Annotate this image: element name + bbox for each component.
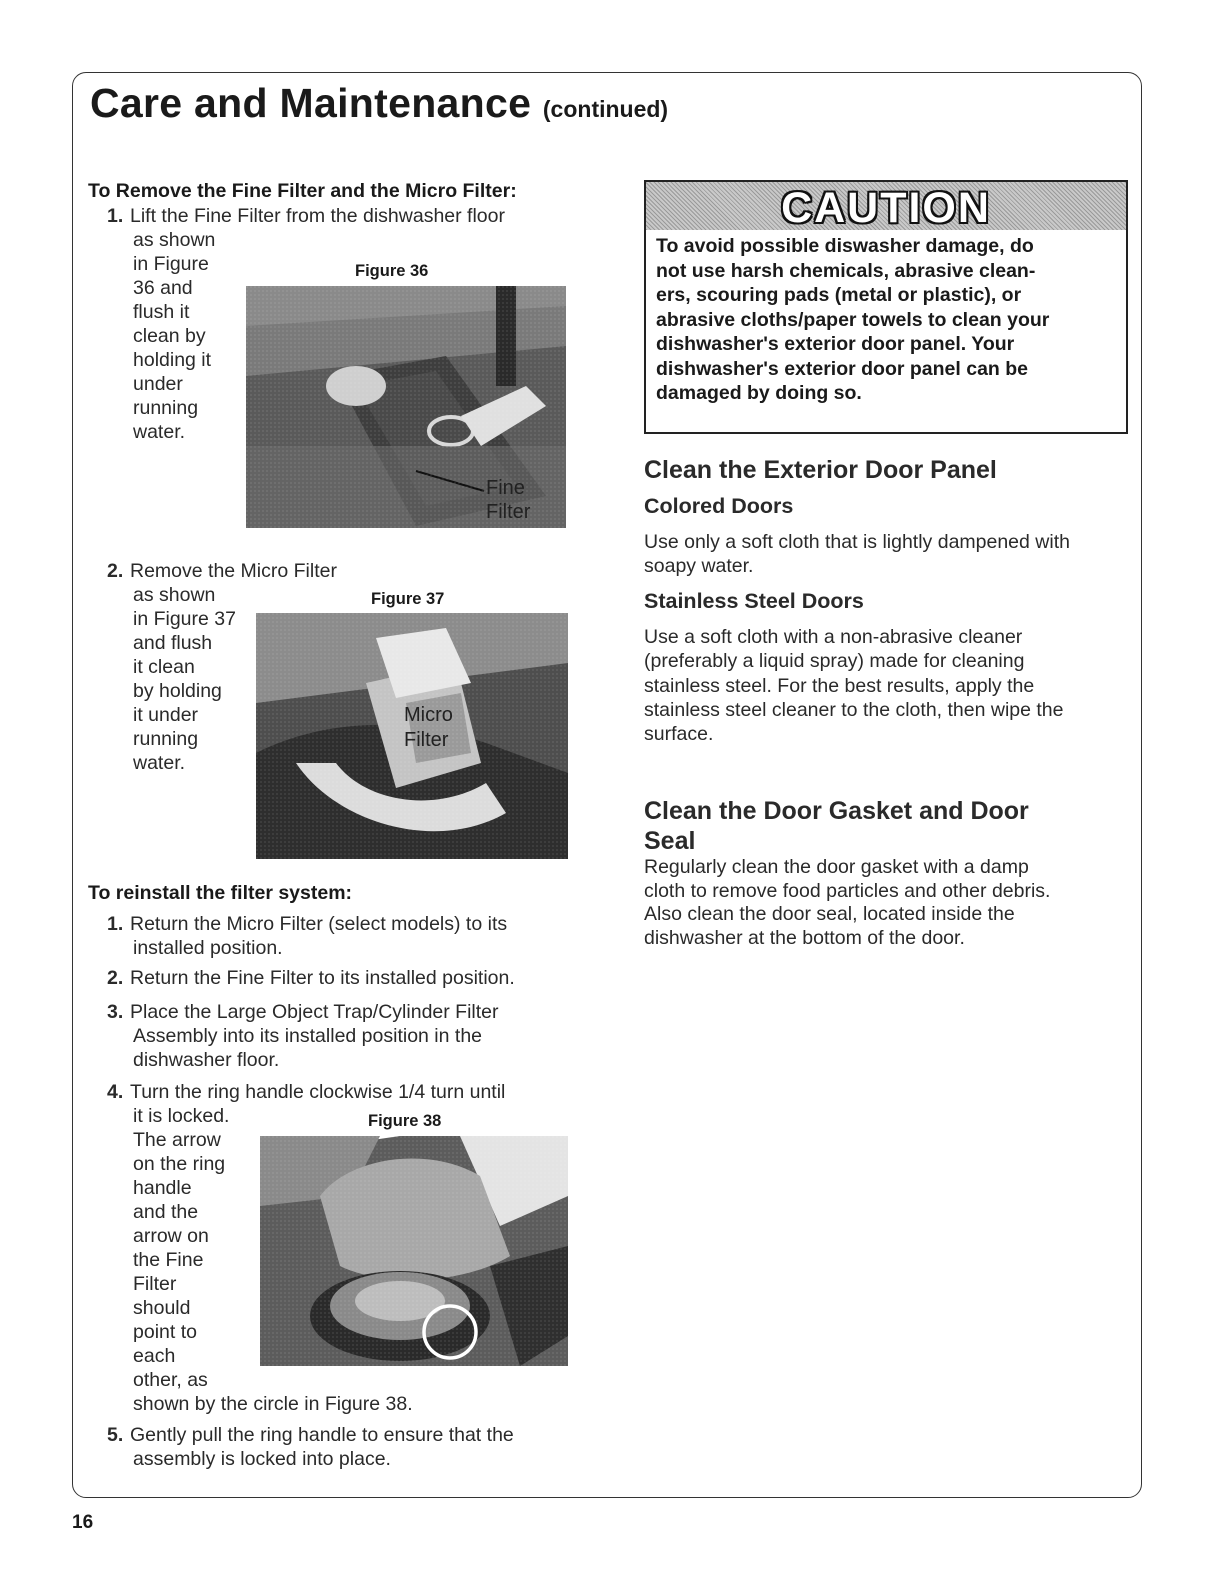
page-title-suffix: (continued) bbox=[542, 96, 669, 122]
text-line: Regularly clean the door gasket with a damp bbox=[644, 856, 1029, 878]
text-line: dishwasher's exterior door panel can be bbox=[656, 357, 1029, 380]
door-gasket-text bbox=[644, 856, 1050, 950]
step-number: 2. bbox=[107, 560, 124, 582]
text-line: it is locked. bbox=[133, 1105, 230, 1127]
text-line: 36 and bbox=[133, 277, 193, 299]
door-gasket-heading bbox=[644, 796, 1029, 856]
step-text: Assembly into its installed position in the bbox=[133, 1025, 483, 1047]
reinstall-heading: To reinstall the filter system: bbox=[88, 882, 353, 904]
reinstall-step-5 bbox=[107, 1423, 514, 1471]
text-line: Use only a soft cloth that is lightly dampened with bbox=[644, 531, 1070, 553]
text-line: water. bbox=[133, 752, 186, 774]
fine-filter-callout-2: Filter bbox=[486, 501, 531, 523]
text-line: Use a soft cloth with a non-abrasive cleaner bbox=[644, 626, 1023, 648]
text-line: on the ring bbox=[133, 1153, 226, 1175]
micro-filter-callout-1: Micro bbox=[404, 704, 453, 726]
text-line: The arrow bbox=[133, 1129, 221, 1151]
text-line: soapy water. bbox=[644, 555, 754, 578]
text-line: in Figure bbox=[133, 253, 209, 275]
figure-36-photo bbox=[246, 286, 566, 528]
step-text: Turn the ring handle clockwise 1/4 turn until bbox=[130, 1081, 506, 1103]
micro-filter-callout-2: Filter bbox=[404, 729, 449, 751]
remove-step-1-text bbox=[133, 228, 215, 444]
text-line: as shown bbox=[133, 229, 216, 251]
text-line: point to bbox=[133, 1321, 197, 1343]
text-line: abrasive cloths/paper towels to clean your bbox=[656, 308, 1050, 331]
text-line: as shown bbox=[133, 584, 216, 606]
text-line: under bbox=[133, 373, 183, 395]
text-line: shown by the circle in Figure 38. bbox=[133, 1393, 413, 1415]
page-number: 16 bbox=[72, 1512, 94, 1533]
figure-36-label: Figure 36 bbox=[355, 262, 429, 280]
figure-37-photo bbox=[256, 613, 568, 859]
figure-38-label: Figure 38 bbox=[368, 1112, 442, 1130]
reinstall-step-3 bbox=[107, 1000, 499, 1072]
remove-step-2-text bbox=[133, 583, 236, 775]
text-line: it clean bbox=[133, 656, 195, 678]
reinstall-step-2 bbox=[107, 966, 515, 990]
text-line: damaged by doing so. bbox=[656, 382, 862, 404]
page-title bbox=[90, 80, 668, 127]
fine-filter-callout-1: Fine bbox=[486, 477, 525, 499]
text-line: it under bbox=[133, 704, 199, 726]
text-line: running bbox=[133, 397, 199, 419]
step-text: Return the Fine Filter to its installed position. bbox=[130, 967, 515, 989]
step-number: 1. bbox=[107, 913, 124, 935]
text-line: dishwasher at the bottom of the door. bbox=[644, 926, 965, 949]
reinstall-step-4-line1 bbox=[107, 1080, 505, 1104]
text-line: cloth to remove food particles and other debris. bbox=[644, 879, 1051, 902]
text-line: and flush bbox=[133, 632, 213, 654]
step-text: Lift the Fine Filter from the dishwasher floor bbox=[130, 205, 505, 227]
exterior-door-heading: Clean the Exterior Door Panel bbox=[644, 456, 997, 484]
step-number: 5. bbox=[107, 1424, 124, 1446]
text-line: in Figure 37 bbox=[133, 608, 236, 630]
caution-box bbox=[644, 180, 1128, 434]
step-text: assembly is locked into place. bbox=[133, 1448, 391, 1470]
text-line: stainless steel cleaner to the cloth, then wipe the bbox=[644, 698, 1064, 721]
step-number: 3. bbox=[107, 1001, 124, 1023]
step-text: Remove the Micro Filter bbox=[130, 560, 337, 582]
page-title-main: Care and Maintenance bbox=[90, 80, 532, 126]
step-text: Return the Micro Filter (select models) to its bbox=[130, 913, 508, 935]
remove-filters-heading: To Remove the Fine Filter and the Micro Filter: bbox=[88, 180, 517, 202]
text-line: surface. bbox=[644, 723, 714, 746]
text-line: running bbox=[133, 728, 199, 750]
text-line: Filter bbox=[133, 1273, 177, 1295]
text-line: dishwasher's exterior door panel. Your bbox=[656, 333, 1015, 355]
text-line: water. bbox=[133, 421, 186, 443]
heading-line: Clean the Door Gasket and Door bbox=[644, 797, 1029, 825]
text-line: holding it bbox=[133, 349, 212, 371]
text-line: arrow on bbox=[133, 1225, 209, 1247]
step-number: 4. bbox=[107, 1081, 124, 1103]
colored-doors-text bbox=[644, 530, 1070, 579]
colored-doors-heading: Colored Doors bbox=[644, 494, 794, 518]
text-line: other, as bbox=[133, 1369, 208, 1391]
remove-step-2-line1 bbox=[107, 559, 337, 583]
step-text: Place the Large Object Trap/Cylinder Filter bbox=[130, 1001, 499, 1023]
text-line: clean by bbox=[133, 325, 206, 347]
reinstall-step-1 bbox=[107, 912, 507, 960]
heading-line: Seal bbox=[644, 827, 696, 855]
stainless-doors-heading: Stainless Steel Doors bbox=[644, 589, 864, 613]
text-line: Also clean the door seal, located inside the bbox=[644, 903, 1015, 925]
caution-title: CAUTION bbox=[781, 184, 991, 232]
step-text: dishwasher floor. bbox=[133, 1049, 280, 1071]
text-line: should bbox=[133, 1297, 191, 1319]
text-line: ers, scouring pads (metal or plastic), or bbox=[656, 284, 1022, 306]
text-line: (preferably a liquid spray) made for cleaning bbox=[644, 650, 1025, 673]
text-line: each bbox=[133, 1345, 176, 1367]
step-text: installed position. bbox=[133, 937, 283, 959]
stainless-doors-text bbox=[644, 625, 1064, 746]
text-line: by holding bbox=[133, 680, 222, 702]
text-line: handle bbox=[133, 1177, 192, 1199]
step-number: 2. bbox=[107, 967, 124, 989]
figure-37-label: Figure 37 bbox=[371, 590, 445, 608]
text-line: the Fine bbox=[133, 1249, 204, 1271]
text-line: and the bbox=[133, 1201, 199, 1223]
text-line: To avoid possible diswasher damage, do bbox=[656, 235, 1034, 257]
text-line: not use harsh chemicals, abrasive clean- bbox=[656, 259, 1036, 282]
step-number: 1. bbox=[107, 205, 124, 227]
figure-38-photo bbox=[260, 1136, 568, 1366]
text-line: stainless steel. For the best results, apply the bbox=[644, 674, 1035, 697]
caution-text bbox=[656, 234, 1118, 406]
step-text: Gently pull the ring handle to ensure that the bbox=[130, 1424, 514, 1446]
text-line: flush it bbox=[133, 301, 190, 323]
remove-step-1-line1 bbox=[107, 204, 505, 228]
